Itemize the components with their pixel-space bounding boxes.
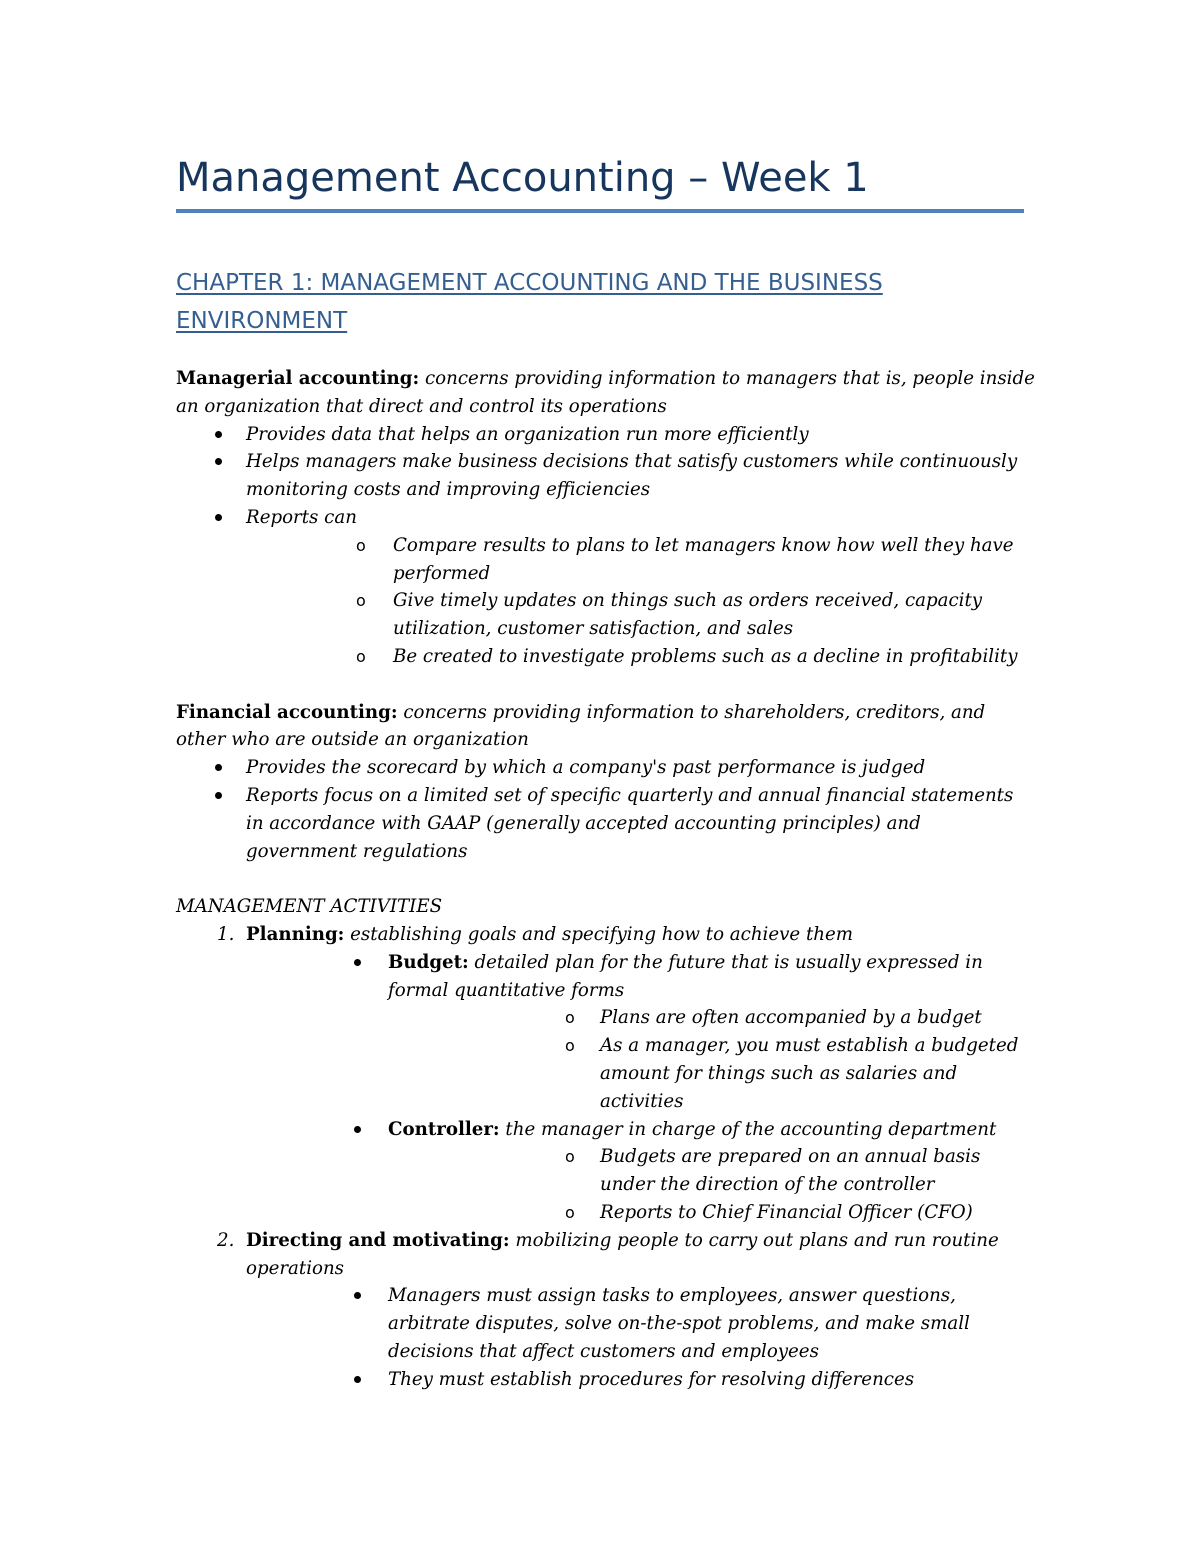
controller-text: the manager in charge of the accounting department xyxy=(499,1118,997,1140)
directing-bullet-list xyxy=(246,1282,1036,1393)
list-item: o Budgets are prepared on an annual basis under the direction of the controller xyxy=(388,1143,1036,1199)
financial-term: Financial accounting: xyxy=(176,701,398,723)
activity-planning xyxy=(176,921,1036,1227)
document-body xyxy=(176,365,1036,1393)
list-item: Provides the scorecard by which a company's past performance is judged xyxy=(176,754,1036,782)
list-item: They must establish procedures for resolving differences xyxy=(246,1366,1036,1394)
controller-sub-list xyxy=(388,1143,1036,1226)
list-item xyxy=(246,1116,1036,1227)
financial-definition xyxy=(176,699,1036,755)
list-number: 1. xyxy=(217,923,235,945)
controller-term: Controller: xyxy=(388,1118,500,1140)
planning-text: establishing goals and specifying how to achieve them xyxy=(344,923,853,945)
list-item: o Plans are often accompanied by a budget xyxy=(388,1004,1036,1032)
title-underline-rule xyxy=(176,209,1024,213)
budget-text: detailed plan for the future that is usually expressed in formal quantitative forms xyxy=(388,951,983,1001)
activities-numbered-list xyxy=(176,921,1036,1394)
reports-sub-list xyxy=(246,532,1036,671)
chapter-heading-text: CHAPTER 1: MANAGEMENT ACCOUNTING AND THE BUSINESS ENVIRONMENT xyxy=(176,270,883,334)
list-item: o Compare results to plans to let managers know how well they have performed xyxy=(246,532,1036,588)
list-item: o Reports to Chief Financial Officer (CFO) xyxy=(388,1199,1036,1227)
list-item xyxy=(246,949,1036,1116)
planning-bullet-list xyxy=(246,949,1036,1227)
financial-bullet-list xyxy=(176,754,1036,865)
directing-text: mobilizing people to carry out plans and run routine operations xyxy=(246,1229,999,1279)
list-item: Reports focus on a limited set of specific quarterly and annual financial statements in accordance with GAAP (generally accepted accounting principles) and government regulations xyxy=(176,782,1036,865)
activities-heading: MANAGEMENT ACTIVITIES xyxy=(176,896,443,918)
list-item: o Give timely updates on things such as orders received, capacity utilization, customer satisfaction, and sales xyxy=(246,587,1036,643)
list-item xyxy=(176,504,1036,671)
managerial-bullet-list xyxy=(176,421,1036,671)
list-item: o As a manager, you must establish a budgeted amount for things such as salaries and activities xyxy=(388,1032,1036,1115)
activity-directing xyxy=(176,1227,1036,1394)
list-item: Managers must assign tasks to employees, answer questions, arbitrate disputes, solve on-the-spot problems, and make small decisions that affect customers and employees xyxy=(246,1282,1036,1365)
list-item: Provides data that helps an organization run more efficiently xyxy=(176,421,1036,449)
directing-term: Directing and motivating: xyxy=(246,1229,510,1251)
budget-sub-list xyxy=(388,1004,1036,1115)
planning-term: Planning: xyxy=(246,923,345,945)
document-title: Management Accounting – Week 1 xyxy=(176,155,869,201)
chapter-heading xyxy=(176,264,1006,340)
managerial-definition xyxy=(176,365,1036,421)
list-item: o Be created to investigate problems such as a decline in profitability xyxy=(246,643,1036,671)
financial-definition-text: concerns providing information to shareholders, creditors, and other who are outside an organization xyxy=(176,701,986,751)
budget-term: Budget: xyxy=(388,951,469,973)
managerial-term: Managerial accounting: xyxy=(176,368,420,389)
list-item: Helps managers make business decisions that satisfy customers while continuously monitoring costs and improving efficiencies xyxy=(176,448,1036,504)
managerial-definition-text: concerns providing information to managers that is, people inside an organization that direct and control its operations xyxy=(176,368,1035,417)
reports-can-text: Reports can xyxy=(246,506,357,528)
list-number: 2. xyxy=(217,1229,235,1251)
